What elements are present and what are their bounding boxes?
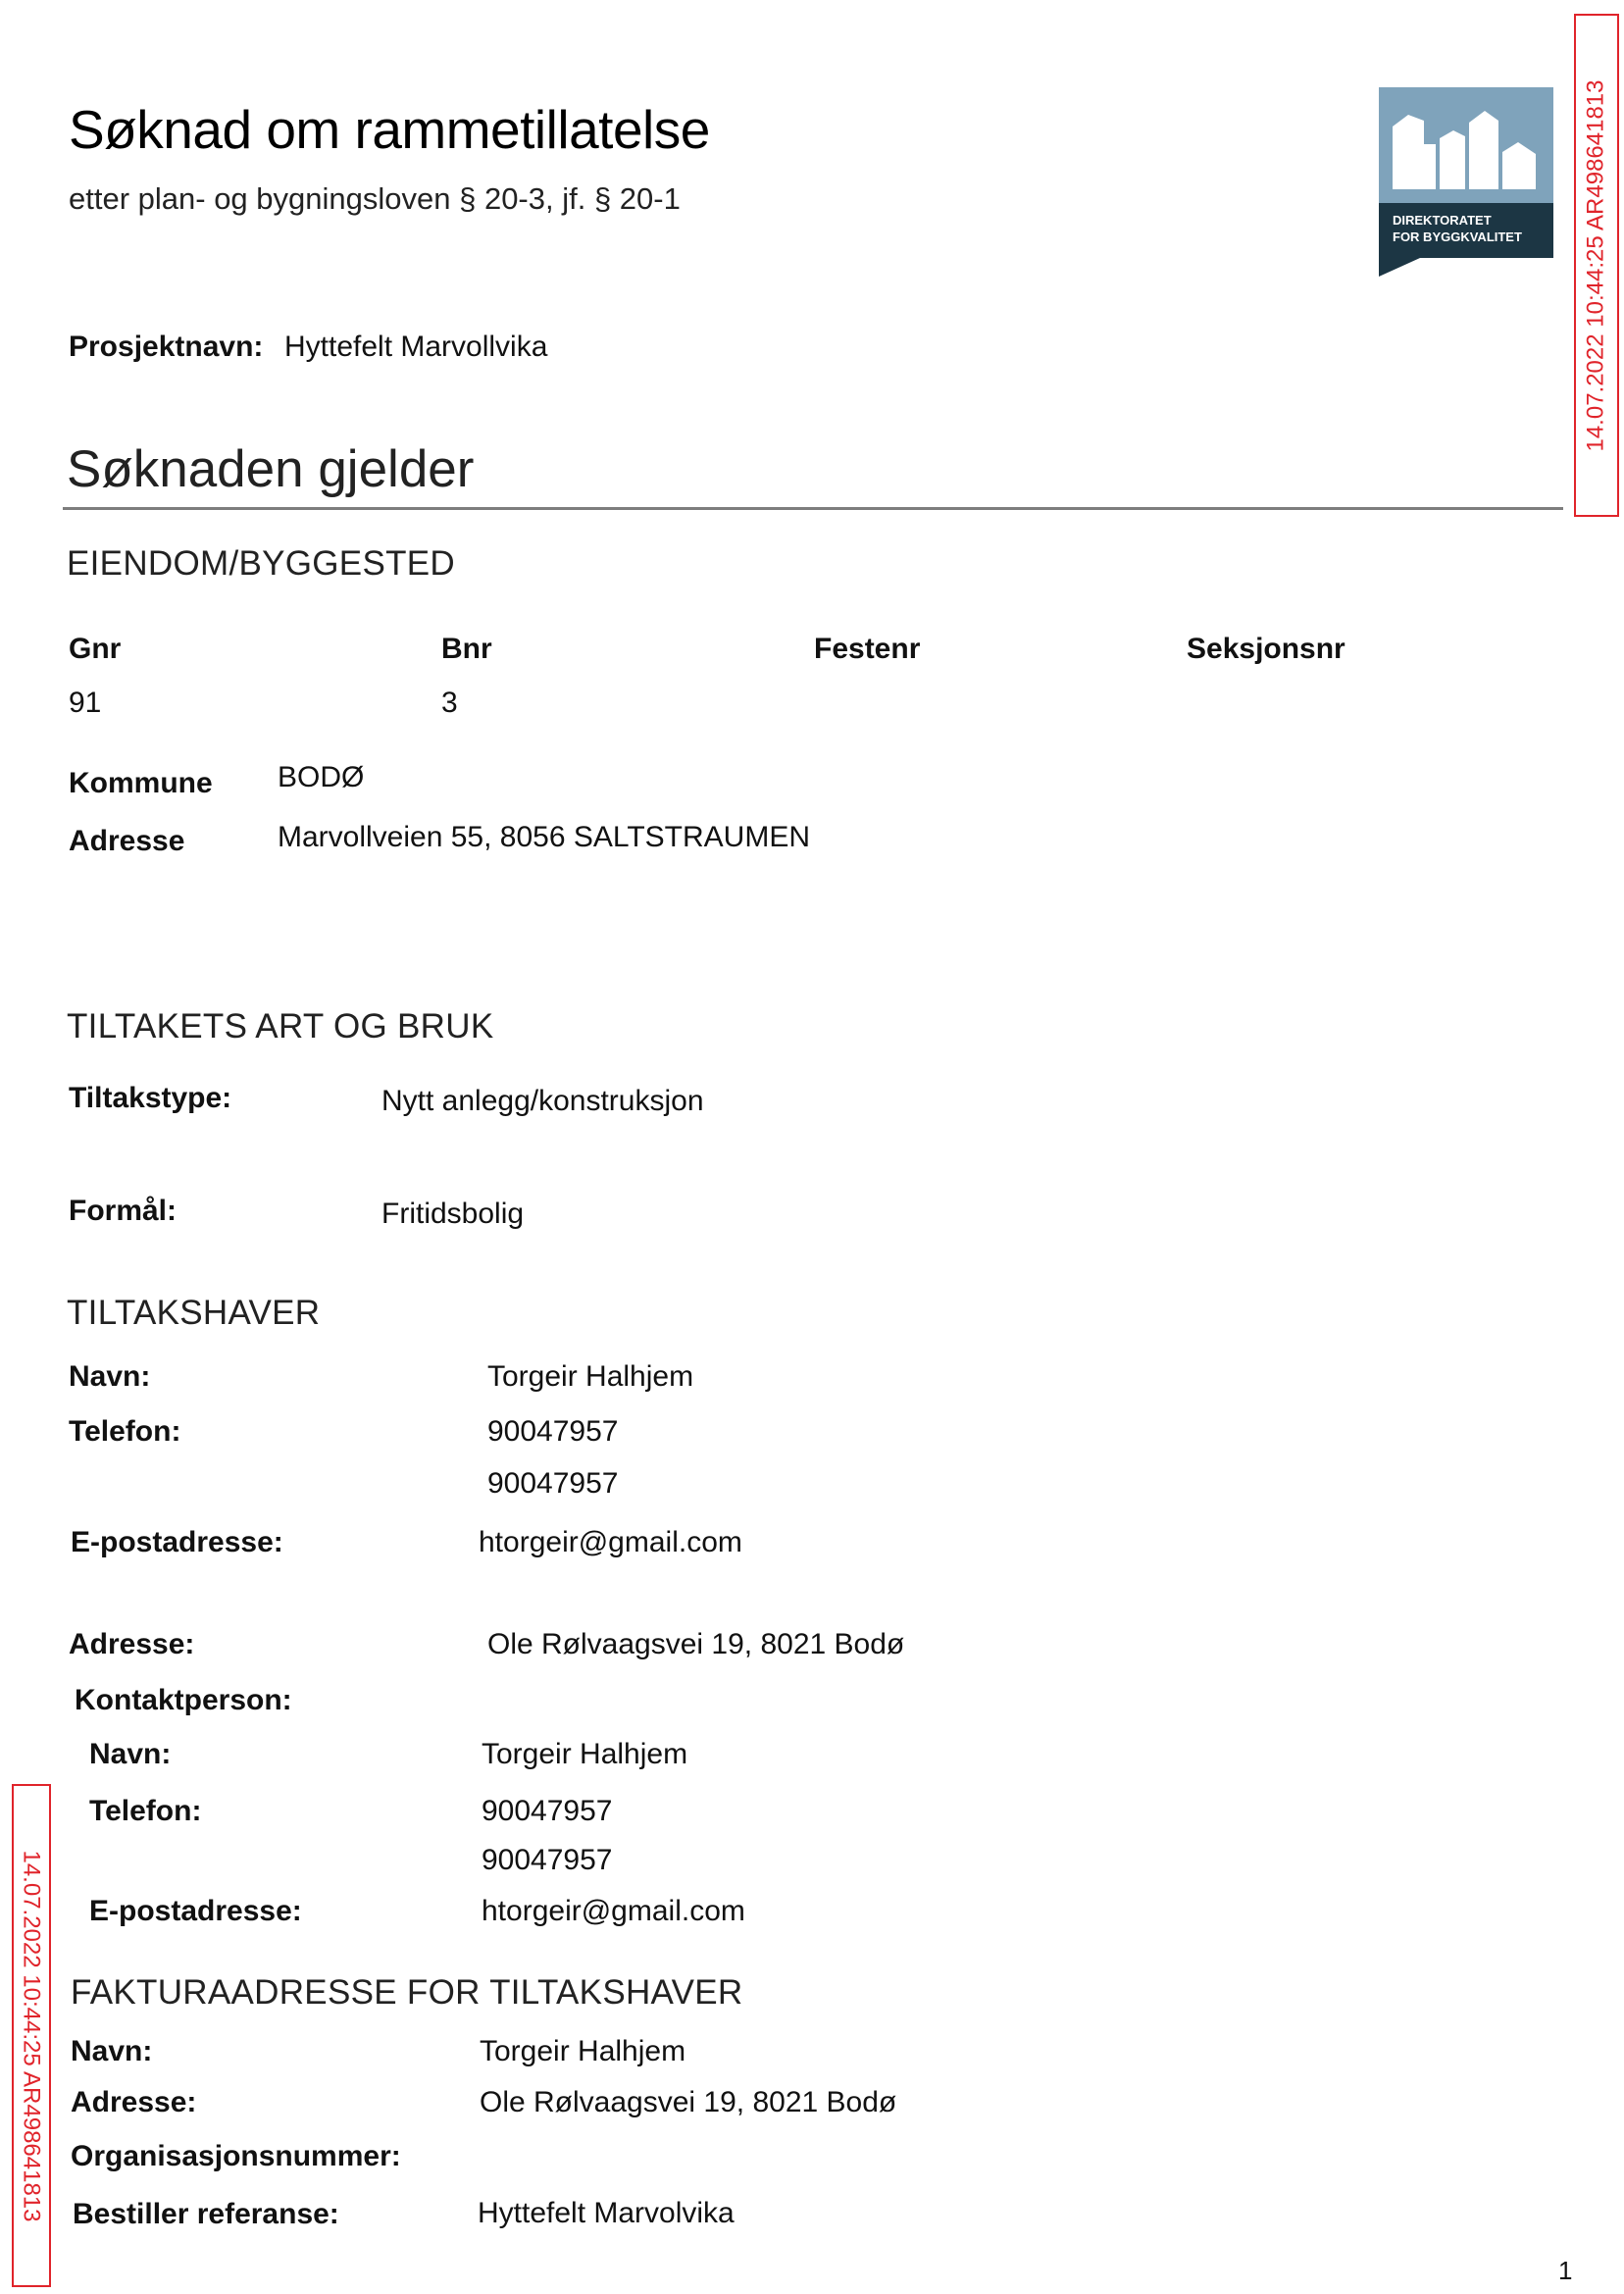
contact-phone-2: 90047957 [482, 1844, 613, 1876]
invoice-name: Torgeir Halhjem [480, 2035, 686, 2067]
kommune-value: BODØ [278, 761, 365, 793]
measure-type-label: Tiltakstype: [69, 1082, 232, 1114]
project-name: Hyttefelt Marvollvika [284, 331, 548, 363]
kommune-label: Kommune [69, 767, 213, 799]
owner-address: Ole Rølvaagsvei 19, 8021 Bodø [487, 1628, 905, 1660]
invoice-name-label: Navn: [71, 2035, 153, 2067]
owner-email: htorgeir@gmail.com [479, 1526, 742, 1558]
owner-phone-2: 90047957 [487, 1467, 619, 1500]
measure-type-value: Nytt anlegg/konstruksjon [381, 1085, 704, 1117]
contact-email-label: E-postadresse: [89, 1895, 302, 1927]
owner-address-label: Adresse: [69, 1628, 195, 1660]
contact-person-label: Kontaktperson: [75, 1684, 292, 1716]
owner-email-label: E-postadresse: [71, 1526, 283, 1558]
contact-phone-label: Telefon: [89, 1795, 202, 1827]
festenr-label: Festenr [814, 633, 921, 665]
owner-phone-1: 90047957 [487, 1415, 619, 1448]
gnr-label: Gnr [69, 633, 122, 665]
contact-email: htorgeir@gmail.com [482, 1895, 745, 1927]
owner-name-label: Navn: [69, 1360, 151, 1393]
logo-line-2: FOR BYGGKVALITET [1393, 229, 1522, 244]
dibk-logo [1379, 87, 1553, 277]
seksjonsnr-label: Seksjonsnr [1187, 633, 1345, 665]
logo-graphic [1379, 87, 1553, 277]
adresse-value: Marvollveien 55, 8056 SALTSTRAUMEN [278, 821, 810, 853]
property-heading: EIENDOM/BYGGESTED [67, 544, 455, 583]
stamp-text: 14.07.2022 10:44:25 AR498641813 [1583, 78, 1609, 452]
order-reference-label: Bestiller referanse: [73, 2198, 339, 2230]
purpose-label: Formål: [69, 1195, 178, 1227]
bnr-label: Bnr [441, 633, 492, 665]
contact-phone-1: 90047957 [482, 1795, 613, 1827]
document-title: Søknad om rammetillatelse [69, 99, 710, 160]
measure-heading: TILTAKETS ART OG BRUK [67, 1007, 494, 1045]
owner-phone-label: Telefon: [69, 1415, 181, 1448]
contact-name: Torgeir Halhjem [482, 1738, 688, 1770]
adresse-label: Adresse [69, 825, 185, 857]
owner-heading: TILTAKSHAVER [67, 1294, 321, 1332]
timestamp-stamp-top [1574, 14, 1619, 517]
section-title: Søknaden gjelder [67, 440, 475, 498]
gnr-value: 91 [69, 687, 102, 719]
timestamp-stamp-bottom [12, 1784, 51, 2287]
logo-line-1: DIREKTORATET [1393, 213, 1492, 228]
document-subtitle: etter plan- og bygningsloven § 20-3, jf. § 20-1 [69, 181, 681, 216]
invoice-heading: FAKTURAADRESSE FOR TILTAKSHAVER [71, 1973, 743, 2012]
order-reference: Hyttefelt Marvolvika [478, 2197, 735, 2229]
stamp-text: 14.07.2022 10:44:25 AR498641813 [19, 1849, 45, 2222]
page-number: 1 [1558, 2256, 1573, 2285]
purpose-value: Fritidsbolig [381, 1198, 525, 1230]
section-divider [63, 507, 1563, 510]
project-label: Prosjektnavn: [69, 331, 264, 363]
invoice-address-label: Adresse: [71, 2086, 197, 2118]
owner-name: Torgeir Halhjem [487, 1360, 694, 1393]
invoice-address: Ole Rølvaagsvei 19, 8021 Bodø [480, 2086, 897, 2118]
contact-name-label: Navn: [89, 1738, 172, 1770]
org-number-label: Organisasjonsnummer: [71, 2140, 401, 2172]
bnr-value: 3 [441, 687, 458, 719]
